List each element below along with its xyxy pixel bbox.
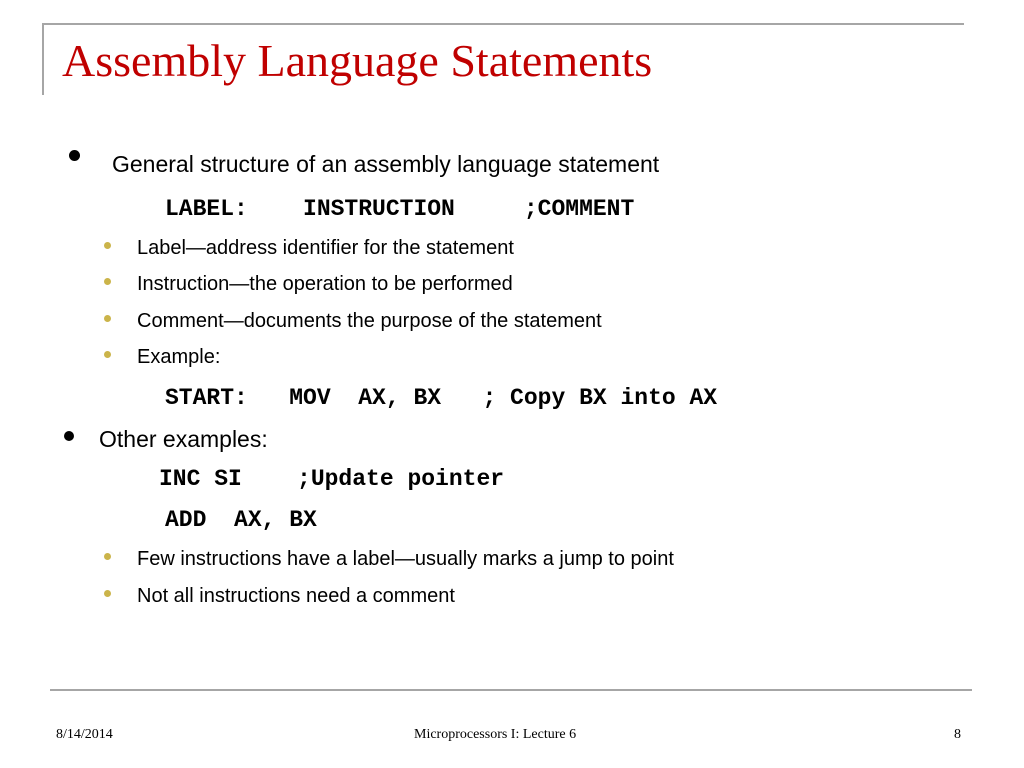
sub-bullet-icon	[104, 242, 111, 249]
bullet-icon	[69, 150, 80, 161]
sub-bullet-icon	[104, 553, 111, 560]
bullet-icon	[64, 431, 74, 441]
code-line: START: MOV AX, BX ; Copy BX into AX	[165, 385, 718, 411]
code-line: INC SI ;Update pointer	[159, 466, 505, 492]
sub-bullet-text: Example:	[137, 346, 221, 368]
sub-bullet-icon	[104, 278, 111, 285]
bullet-text: General structure of an assembly language statement	[112, 151, 660, 177]
footer-page-number: 8	[954, 727, 961, 742]
sub-bullet-text: Instruction—the operation to be performed	[137, 273, 513, 295]
sub-bullet-text: Few instructions have a label—usually marks a jump to point	[137, 548, 674, 570]
code-line: LABEL: INSTRUCTION ;COMMENT	[165, 196, 635, 222]
frame-left-line	[42, 23, 44, 95]
slide-title: Assembly Language Statements	[62, 35, 653, 86]
sub-bullet-text: Comment—documents the purpose of the statement	[137, 310, 602, 332]
sub-bullet-text: Label—address identifier for the statement	[137, 237, 514, 259]
frame-top-line	[42, 23, 964, 25]
footer-divider	[50, 689, 972, 691]
code-line: ADD AX, BX	[165, 507, 317, 533]
footer-date: 8/14/2014	[56, 727, 113, 742]
footer-course: Microprocessors I: Lecture 6	[414, 727, 577, 742]
sub-bullet-icon	[104, 351, 111, 358]
sub-bullet-icon	[104, 590, 111, 597]
sub-bullet-icon	[104, 315, 111, 322]
sub-bullet-text: Not all instructions need a comment	[137, 585, 455, 607]
bullet-text: Other examples:	[99, 426, 268, 452]
